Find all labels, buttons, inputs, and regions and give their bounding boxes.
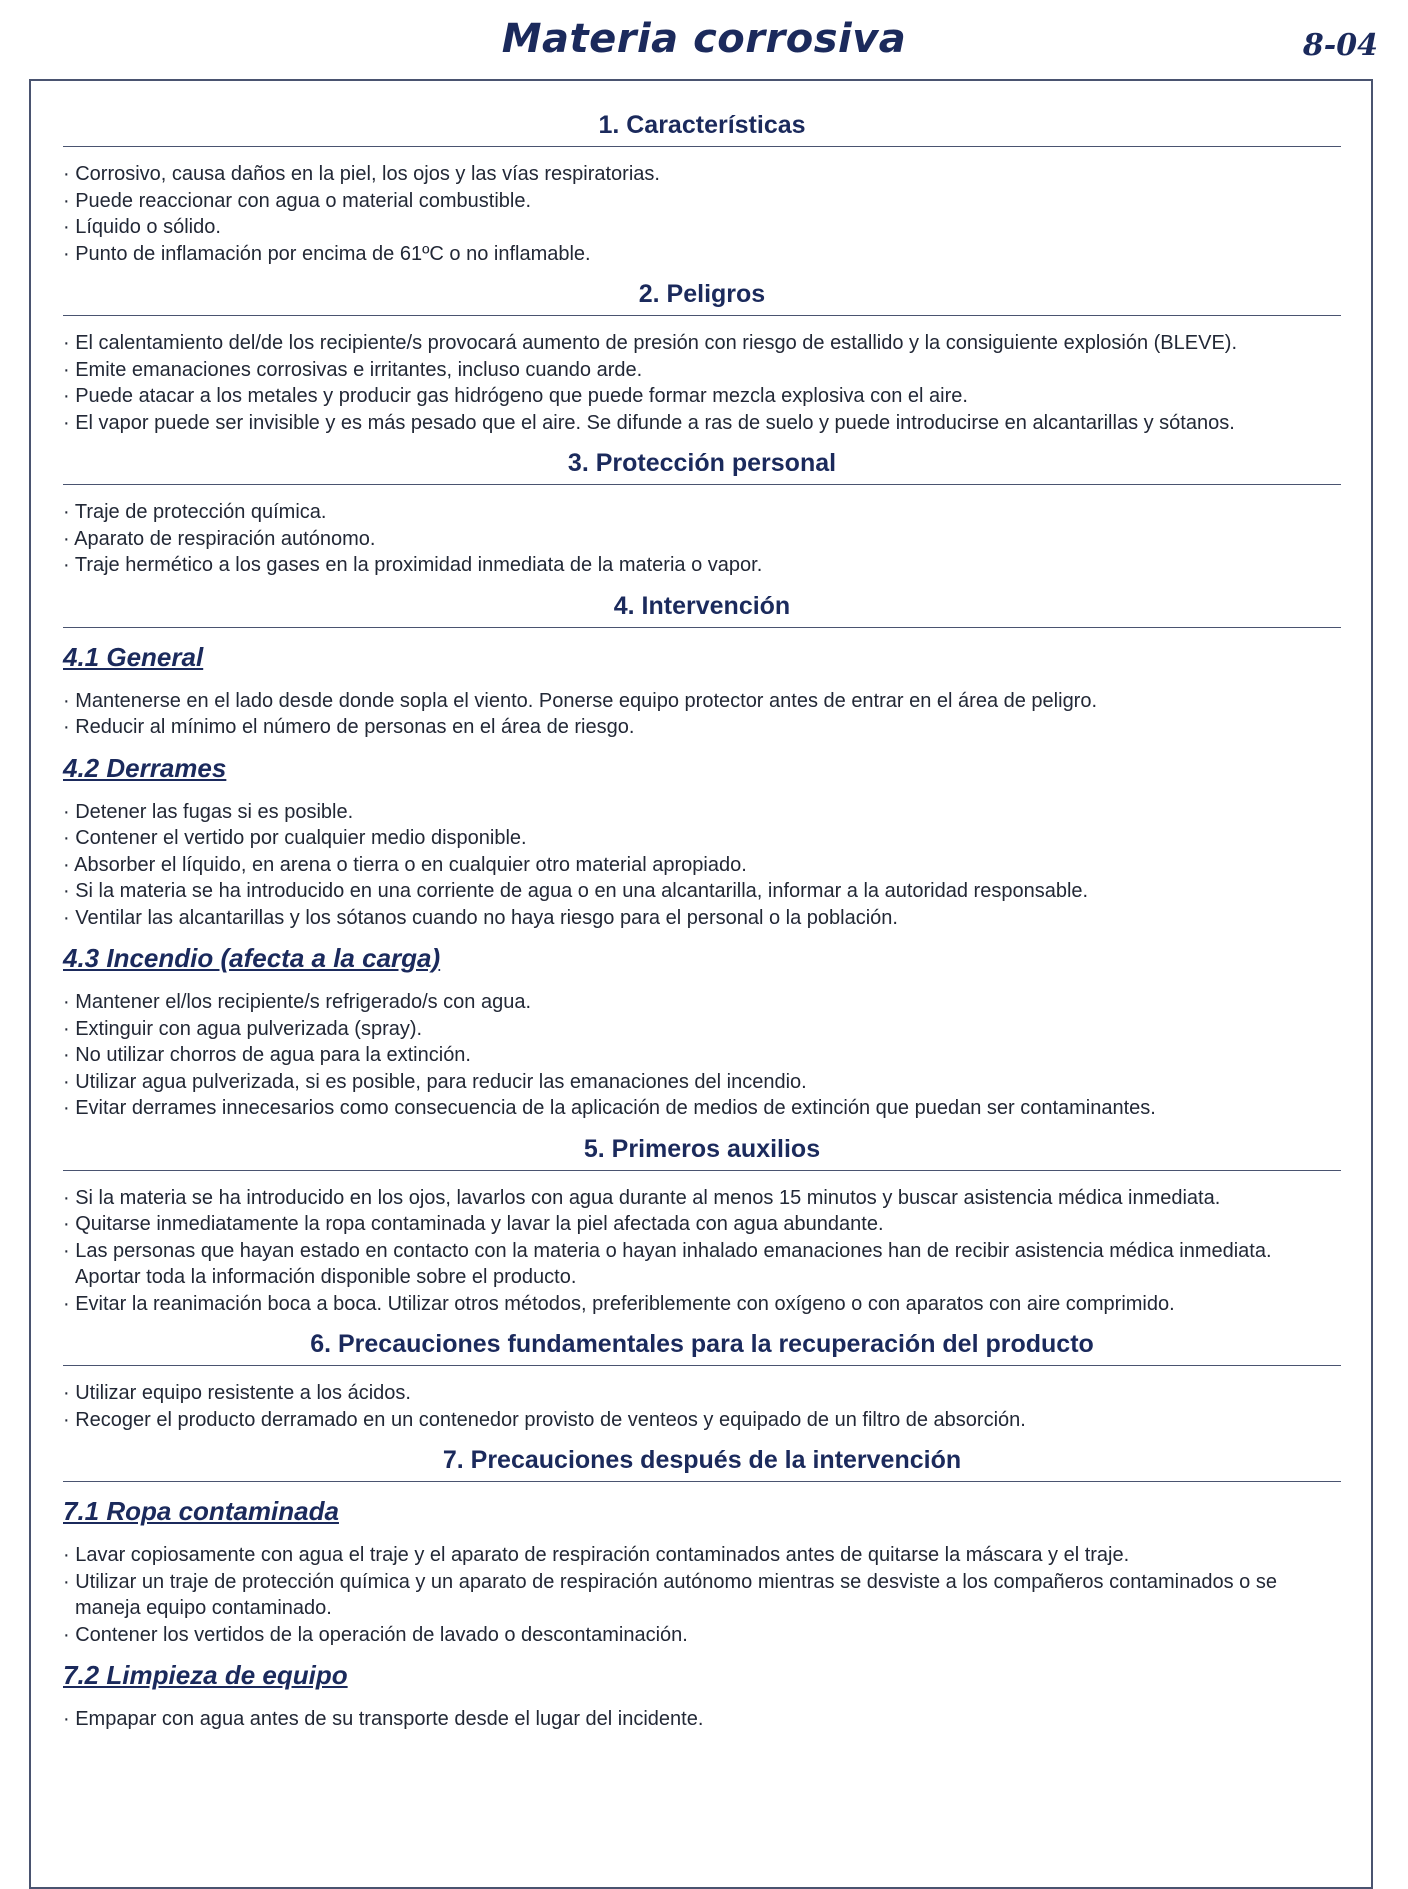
- list-item: · Emite emanaciones corrosivas e irritantes, incluso cuando arde.: [63, 357, 1341, 384]
- page-header: [0, 0, 1408, 78]
- list-item: · No utilizar chorros de agua para la extinción.: [63, 1042, 1341, 1069]
- bullet-list: [63, 989, 1341, 1122]
- list-item: · Recoger el producto derramado en un contenedor provisto de venteos y equipado de un filtro de absorción.: [63, 1407, 1341, 1434]
- list-item: · Ventilar las alcantarillas y los sótanos cuando no haya riesgo para el personal o la población.: [63, 905, 1341, 932]
- section-1: [63, 110, 1341, 267]
- list-item: · Utilizar agua pulverizada, si es posible, para reducir las emanaciones del incendio.: [63, 1069, 1341, 1096]
- bullet-list: [63, 330, 1341, 436]
- document-title: Materia corrosiva: [501, 16, 907, 62]
- section-5: [63, 1134, 1341, 1318]
- list-item: · Utilizar un traje de protección química y un aparato de respiración autónomo mientras se desviste a los compañeros contaminados o se maneja equipo contaminado.: [63, 1569, 1341, 1622]
- section-title: 1. Características: [63, 110, 1341, 147]
- list-item: · Líquido o sólido.: [63, 214, 1341, 241]
- bullet-list: [63, 1542, 1341, 1648]
- list-item: · Aparato de respiración autónomo.: [63, 526, 1341, 553]
- list-item: · Detener las fugas si es posible.: [63, 799, 1341, 826]
- list-item: · Extinguir con agua pulverizada (spray).: [63, 1016, 1341, 1043]
- subsection-title: 7.2 Limpieza de equipo: [63, 1660, 348, 1690]
- document-content: [63, 110, 1341, 1745]
- list-item: · Puede atacar a los metales y producir gas hidrógeno que puede formar mezcla explosiva con el aire.: [63, 383, 1341, 410]
- bullet-list: [63, 1706, 1341, 1733]
- section-7: [63, 1445, 1341, 1733]
- list-item: · Contener los vertidos de la operación de lavado o descontaminación.: [63, 1622, 1341, 1649]
- document-code: 8-04: [1302, 28, 1378, 63]
- list-item: · Absorber el líquido, en arena o tierra o en cualquier otro material apropiado.: [63, 852, 1341, 879]
- list-item: · Evitar derrames innecesarios como consecuencia de la aplicación de medios de extinción que puedan ser contaminantes.: [63, 1095, 1341, 1122]
- subsection-title: 4.2 Derrames: [63, 752, 227, 783]
- list-item: · Traje hermético a los gases en la proximidad inmediata de la materia o vapor.: [63, 552, 1341, 579]
- list-item: · Contener el vertido por cualquier medio disponible.: [63, 825, 1341, 852]
- section-title: 3. Protección personal: [63, 448, 1341, 485]
- list-item: · Puede reaccionar con agua o material combustible.: [63, 188, 1341, 215]
- bullet-list: [63, 161, 1341, 267]
- section-title: 2. Peligros: [63, 279, 1341, 316]
- section-title: 5. Primeros auxilios: [63, 1134, 1341, 1171]
- list-item: · Punto de inflamación por encima de 61ºC o no inflamable.: [63, 241, 1341, 268]
- subsection-title: 4.3 Incendio (afecta a la carga): [63, 943, 441, 973]
- list-item: · Utilizar equipo resistente a los ácidos.: [63, 1380, 1341, 1407]
- list-item: · Mantener el/los recipiente/s refrigerado/s con agua.: [63, 989, 1341, 1016]
- list-item: · Quitarse inmediatamente la ropa contaminada y lavar la piel afectada con agua abundante.: [63, 1211, 1341, 1238]
- list-item: · Mantenerse en el lado desde donde sopla el viento. Ponerse equipo protector antes de entrar en el área de peligro.: [63, 688, 1341, 715]
- subsection-title: 4.1 General: [63, 641, 204, 672]
- list-item: · Lavar copiosamente con agua el traje y el aparato de respiración contaminados antes de quitarse la máscara y el traje.: [63, 1542, 1341, 1569]
- section-title: 7. Precauciones después de la intervención: [63, 1445, 1341, 1482]
- list-item: · Si la materia se ha introducido en una corriente de agua o en una alcantarilla, informar a la autoridad responsable.: [63, 878, 1341, 905]
- section-4: [63, 591, 1341, 1122]
- subsection-title: 7.1 Ropa contaminada: [63, 1496, 339, 1526]
- bullet-list: [63, 499, 1341, 579]
- section-2: [63, 279, 1341, 436]
- list-item: · El calentamiento del/de los recipiente/s provocará aumento de presión con riesgo de estallido y la consiguiente explosión (BLEVE).: [63, 330, 1341, 357]
- list-item: · Evitar la reanimación boca a boca. Utilizar otros métodos, preferiblemente con oxígeno o con aparatos con aire comprimido.: [63, 1291, 1341, 1318]
- list-item: · Si la materia se ha introducido en los ojos, lavarlos con agua durante al menos 15 minutos y buscar asistencia médica inmediata.: [63, 1185, 1341, 1212]
- list-item: · Las personas que hayan estado en contacto con la materia o hayan inhalado emanaciones han de recibir asistencia médica inmediata. Aportar toda la información disponible sobre el producto.: [63, 1238, 1341, 1291]
- bullet-list: [63, 799, 1341, 932]
- section-title: 4. Intervención: [63, 591, 1341, 628]
- list-item: · El vapor puede ser invisible y es más pesado que el aire. Se difunde a ras de suelo y puede introducirse en alcantarillas y sótanos.: [63, 410, 1341, 437]
- section-3: [63, 448, 1341, 579]
- list-item: · Traje de protección química.: [63, 499, 1341, 526]
- bullet-list: [63, 1380, 1341, 1433]
- list-item: · Corrosivo, causa daños en la piel, los ojos y las vías respiratorias.: [63, 161, 1341, 188]
- list-item: · Empapar con agua antes de su transporte desde el lugar del incidente.: [63, 1706, 1341, 1733]
- list-item: · Reducir al mínimo el número de personas en el área de riesgo.: [63, 714, 1341, 741]
- bullet-list: [63, 1185, 1341, 1318]
- section-6: [63, 1329, 1341, 1433]
- section-title: 6. Precauciones fundamentales para la recuperación del producto: [63, 1329, 1341, 1366]
- bullet-list: [63, 688, 1341, 741]
